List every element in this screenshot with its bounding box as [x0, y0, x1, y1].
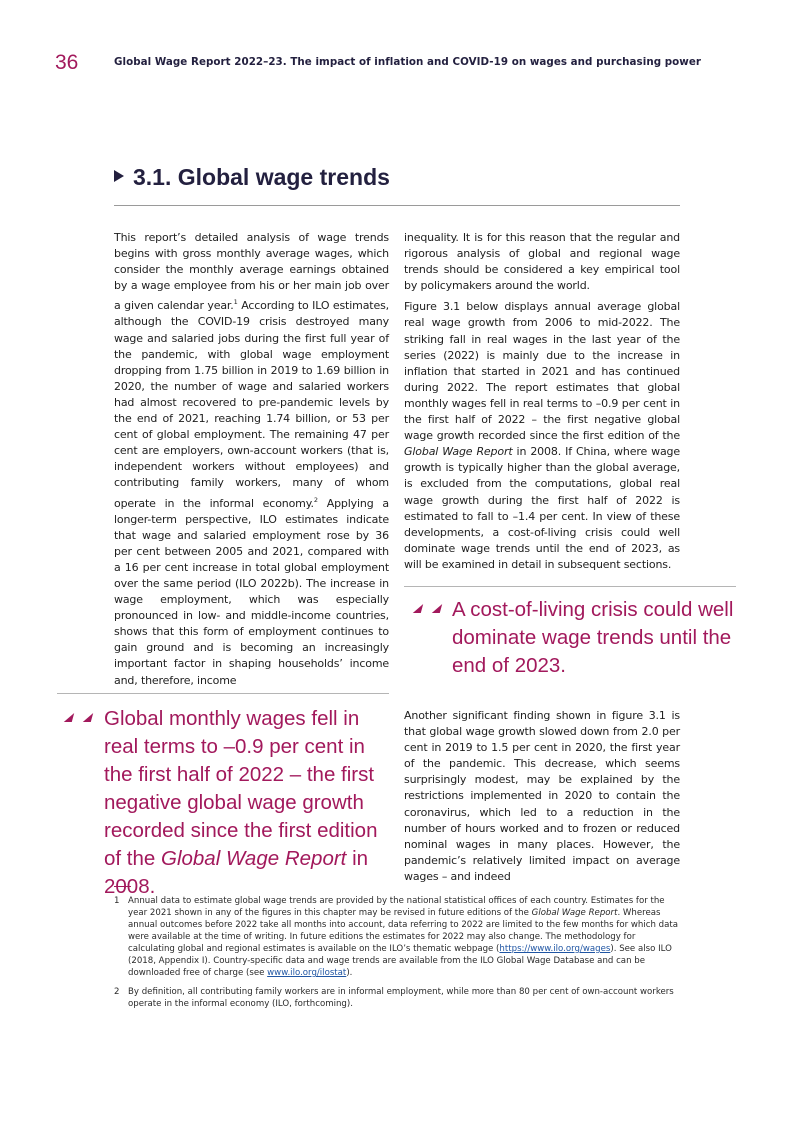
footnote-text-part: . Whereas annual outcomes before 2022 take all months into account, data referring to 2022 are limited to the few months for which data were available at the time of writing. In future editions the estimates for 2022 may also change. The methodology for calculating global and regional estimates is available on the ILO’s thematic webpage ( — [128, 908, 678, 954]
footnote-text-part: Annual data to estimate global wage trends are provided by the national statistical offices of each country. Estimates for the year 2021 shown in any of the figures in this chapter may be revised in future editions of the — [128, 896, 665, 918]
footnote-2 — [114, 986, 680, 1010]
left-text-part: Applying a longer-term perspective, ILO estimates indicate that wage and salaried employment rose by 36 per cent between 2005 and 2021, compared with a 16 per cent increase in total global employment over the same period (ILO 2022b). The increase in wage employment, which was especially pronounced in low- and middle-income countries, shows that this form of employment continues to gain ground and is becoming an increasingly important factor in shaping households’ income and, therefore, income — [114, 496, 389, 687]
right-text-part: Figure 3.1 below displays annual average global real wage growth from 2006 to mid-2022. The striking fall in real wages in the last year of the series (2022) is mainly due to the increase in inflation that started in 2021 and has continued during 2022. The report estimates that global monthly wages fell in real terms to –0.9 per cent in the first half of 2022 – the first negative global wage growth recorded since the first edition of the — [404, 300, 680, 443]
right-paragraph-1: inequality. It is for this reason that the regular and rigorous analysis of global and regional wage trends should be considered a key empirical tool by policymakers around the world. — [404, 231, 680, 293]
pull-quote-right: A cost-of-living crisis could well dominate wage trends until the end of 2023. — [452, 598, 734, 677]
pull-quote-text: in 2008. — [104, 847, 369, 898]
section-title-text: 3.1. Global wage trends — [133, 164, 390, 190]
right-column-top — [404, 230, 680, 578]
left-paragraph — [114, 230, 389, 689]
footnote-number: 1 — [114, 896, 120, 906]
pull-quote-divider — [57, 693, 389, 694]
left-text-part: This report’s detailed analysis of wage trends begins with gross monthly average wages, which consider the monthly average earnings obtained by a wage employee from his or her main job over a given calendar year. — [114, 231, 389, 313]
left-text-part: According to ILO estimates, although the COVID-19 crisis destroyed many wage and salaried jobs during the first full year of the pandemic, with global wage employment dropping from 1.75 billion in 2019 to 1.69 billion in 2020, the number of wage and salaried workers had almost recovered to pre-pandemic levels by the end of 2021, reaching 1.74 billion, or 53 per cent of global employment. The remaining 47 per cent are employers, own-account workers (that is, independent workers without employees) and contributing family workers, many of whom operate in the informal economy. — [114, 299, 389, 510]
report-title-italic: Global Wage Report — [404, 445, 513, 459]
ilo-wages-link[interactable]: https://www.ilo.org/wages — [499, 944, 611, 954]
footnote-divider — [114, 886, 131, 887]
footnotes — [114, 895, 680, 1017]
footnote-ref-2[interactable]: 2 — [313, 495, 318, 504]
footnote-1 — [114, 895, 680, 979]
right-paragraph-3: Another significant finding shown in figure 3.1 is that global wage growth slowed down from 2.0 per cent in 2019 to 1.5 per cent in 2020, the first year of the pandemic. This decrease, which seems surprisingly modest, may be explained by the restrictions implemented in 2020 to contain the coronavirus, which led to a reduction in the number of hours worked and to frozen or reduced nominal wages in many places. However, the pandemic’s relatively limited impact on average wages – and indeed — [404, 709, 680, 883]
footnote-ref-1[interactable]: 1 — [233, 298, 238, 307]
pull-quote-divider — [404, 586, 736, 587]
footnote-text-part: ). — [346, 968, 353, 978]
footnote-number: 2 — [114, 987, 120, 997]
quote-mark-icon — [57, 713, 92, 722]
pull-quote-text: Global monthly wages fell in real terms to –0.9 per cent in the first half of 2022 – the first negative global wage growth recorded since the first edition of the — [104, 707, 378, 870]
quote-mark-icon — [406, 604, 441, 613]
pull-quote-left — [104, 705, 394, 901]
footnote-text: By definition, all contributing family workers are in informal employment, while more than 80 per cent of own-account workers operate in the informal economy (ILO, forthcoming). — [128, 987, 674, 1009]
footnote-text-part: ). See also ILO (2018, Appendix I). Country-specific data and wage trends are available from the ILO Global Wage Database and can be downloaded free of charge (see — [128, 944, 672, 978]
right-column-bottom — [404, 708, 680, 890]
ilostat-link[interactable]: www.ilo.org/ilostat — [267, 968, 347, 978]
running-head: Global Wage Report 2022–23. The impact of inflation and COVID-19 on wages and purchasing power — [114, 56, 702, 68]
title-divider — [114, 205, 680, 206]
footnote-text — [128, 895, 680, 979]
left-column — [114, 230, 389, 694]
section-title — [114, 164, 680, 191]
footnote-italic: Global Wage Report — [531, 908, 618, 918]
pull-quote-italic: Global Wage Report — [161, 847, 347, 870]
right-paragraph-2 — [404, 299, 680, 573]
page-number: 36 — [55, 51, 79, 74]
right-text-part: in 2008. If China, where wage growth is typically higher than the global average, is excluded from the computations, global real wage growth during the first half of 2022 is estimated to fall to –1.4 per cent. In view of these developments, a cost-of-living crisis could well dominate wage trends until the end of 2023, as will be examined in detail in subsequent sections. — [404, 445, 681, 571]
triangle-bullet-icon — [114, 170, 124, 182]
